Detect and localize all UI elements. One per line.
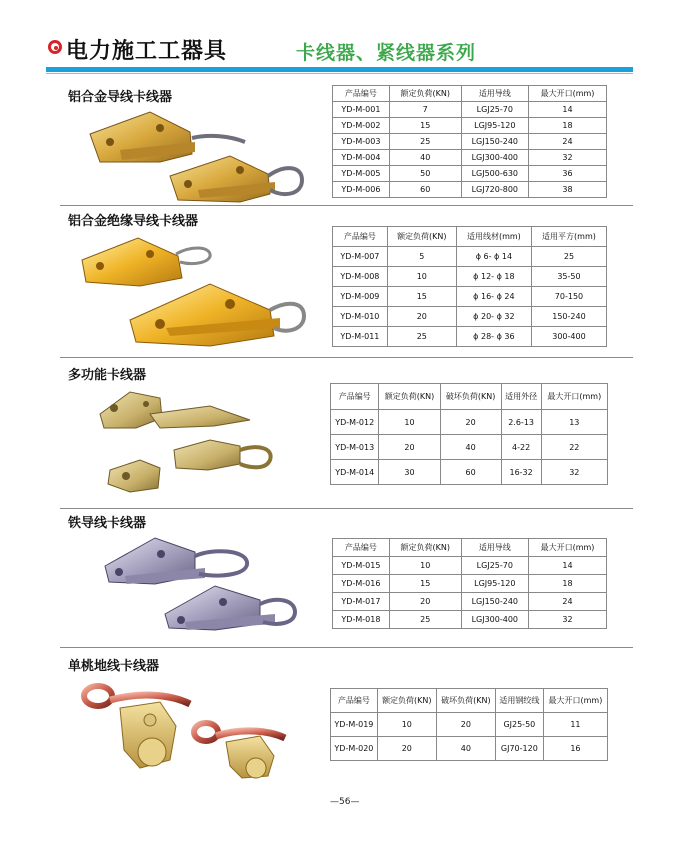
cell: 10 — [377, 713, 436, 737]
header-cell: 产品编号 — [333, 539, 390, 557]
cell: LGJ720-800 — [461, 182, 528, 198]
cell: 25 — [531, 247, 606, 267]
cell: 25 — [387, 327, 456, 347]
cell: 7 — [389, 102, 461, 118]
cell: 10 — [387, 267, 456, 287]
cell: 24 — [529, 134, 607, 150]
table-row — [333, 182, 607, 198]
cell: 14 — [529, 102, 607, 118]
cell: 32 — [529, 611, 607, 629]
cell: LGJ95-120 — [461, 118, 528, 134]
cell: ϕ 20- ϕ 32 — [456, 307, 531, 327]
cell: 20 — [440, 410, 501, 435]
iron-clamp-image — [95, 526, 305, 636]
cell: 20 — [387, 307, 456, 327]
cell: 13 — [541, 410, 607, 435]
table-row — [331, 460, 608, 485]
cell: 32 — [529, 150, 607, 166]
cell: YD-M-017 — [333, 593, 390, 611]
cell: 150-240 — [531, 307, 606, 327]
cell: 60 — [389, 182, 461, 198]
spec-table-3 — [330, 383, 608, 485]
cell: 300-400 — [531, 327, 606, 347]
cell: 11 — [543, 713, 607, 737]
cell: 15 — [387, 287, 456, 307]
header-cell: 额定负荷(KN) — [387, 227, 456, 247]
table-row — [333, 557, 607, 575]
header-cell: 最大开口(mm) — [541, 384, 607, 410]
cell: 18 — [529, 118, 607, 134]
cell: 14 — [529, 557, 607, 575]
table-row — [333, 102, 607, 118]
section-divider — [60, 357, 633, 358]
cell: LGJ300-400 — [461, 611, 528, 629]
cell: YD-M-003 — [333, 134, 390, 150]
header-cell: 适用导线 — [461, 539, 528, 557]
header-cell: 适用平方(mm) — [531, 227, 606, 247]
header-cell: 产品编号 — [333, 86, 390, 102]
cell: GJ25-50 — [495, 713, 543, 737]
header-cell: 破坏负荷(KN) — [440, 384, 501, 410]
cell: YD-M-005 — [333, 166, 390, 182]
cell: YD-M-010 — [333, 307, 388, 327]
cell: LGJ25-70 — [461, 102, 528, 118]
cell: 38 — [529, 182, 607, 198]
table-row — [331, 410, 608, 435]
bullet-icon — [48, 40, 62, 54]
cell: ϕ 28- ϕ 36 — [456, 327, 531, 347]
spec-table-2 — [332, 226, 607, 347]
cell: 30 — [379, 460, 440, 485]
table-row — [333, 593, 607, 611]
cell: 24 — [529, 593, 607, 611]
header-cell: 额定负荷(KN) — [379, 384, 440, 410]
cell: 25 — [389, 611, 461, 629]
cell: 18 — [529, 575, 607, 593]
table-row — [333, 575, 607, 593]
multifunction-clamp-image — [90, 384, 290, 502]
ground-wire-clamp-image — [80, 680, 300, 780]
cell: 35-50 — [531, 267, 606, 287]
cell: LGJ150-240 — [461, 593, 528, 611]
header-cell: 破坏负荷(KN) — [436, 689, 495, 713]
cell: 22 — [541, 435, 607, 460]
section-title: 铁导线卡线器 — [68, 516, 147, 531]
cell: YD-M-004 — [333, 150, 390, 166]
page-header — [48, 34, 648, 64]
insulated-clamp-image — [70, 232, 310, 350]
table-row — [333, 267, 607, 287]
cell: 10 — [389, 557, 461, 575]
table-row — [333, 327, 607, 347]
header-cell: 额定负荷(KN) — [389, 539, 461, 557]
cell: LGJ300-400 — [461, 150, 528, 166]
cell: 25 — [389, 134, 461, 150]
header-cell: 最大开口(mm) — [529, 539, 607, 557]
table-row — [333, 150, 607, 166]
section-title: 铝合金绝缘导线卡线器 — [68, 214, 199, 229]
cell: ϕ 6- ϕ 14 — [456, 247, 531, 267]
table-row — [333, 287, 607, 307]
cell: 10 — [379, 410, 440, 435]
section-divider — [60, 647, 633, 648]
header-cell: 额定负荷(KN) — [389, 86, 461, 102]
header-cell: 产品编号 — [333, 227, 388, 247]
table-row — [333, 118, 607, 134]
header-cell: 最大开口(mm) — [543, 689, 607, 713]
cell: LGJ150-240 — [461, 134, 528, 150]
header-rule — [46, 67, 633, 72]
table-row — [331, 713, 608, 737]
cell: 20 — [389, 593, 461, 611]
section-title: 多功能卡线器 — [68, 368, 147, 383]
page-title: 电力施工工器具 — [66, 39, 228, 64]
cell: LGJ25-70 — [461, 557, 528, 575]
table-row — [333, 134, 607, 150]
header-cell: 最大开口(mm) — [529, 86, 607, 102]
cell: 20 — [377, 737, 436, 761]
section-divider — [60, 205, 633, 206]
cell: YD-M-020 — [331, 737, 378, 761]
cell: 36 — [529, 166, 607, 182]
cell: GJ70-120 — [495, 737, 543, 761]
header-cell: 产品编号 — [331, 689, 378, 713]
header-cell: 产品编号 — [331, 384, 379, 410]
cell: ϕ 16- ϕ 24 — [456, 287, 531, 307]
header-cell: 适用线材(mm) — [456, 227, 531, 247]
cell: YD-M-001 — [333, 102, 390, 118]
cell: 60 — [440, 460, 501, 485]
cell: 15 — [389, 575, 461, 593]
cell: ϕ 12- ϕ 18 — [456, 267, 531, 287]
cell: YD-M-015 — [333, 557, 390, 575]
cell: 16 — [543, 737, 607, 761]
cell: YD-M-007 — [333, 247, 388, 267]
cell: 40 — [440, 435, 501, 460]
cell: 40 — [389, 150, 461, 166]
table-row — [333, 611, 607, 629]
section-title: 铝合金导线卡线器 — [68, 90, 173, 105]
header-rule-thin — [46, 73, 633, 74]
cell: 70-150 — [531, 287, 606, 307]
cell: 4-22 — [501, 435, 541, 460]
table-row — [333, 247, 607, 267]
cell: YD-M-019 — [331, 713, 378, 737]
section-divider — [60, 508, 633, 509]
cell: YD-M-009 — [333, 287, 388, 307]
table-row — [331, 435, 608, 460]
cell: YD-M-008 — [333, 267, 388, 287]
spec-table-5 — [330, 688, 608, 761]
cell: 20 — [436, 713, 495, 737]
table-row — [333, 307, 607, 327]
cell: 32 — [541, 460, 607, 485]
header-cell: 适用外径 — [501, 384, 541, 410]
cell: 2.6-13 — [501, 410, 541, 435]
section-title: 单桃地线卡线器 — [68, 659, 160, 674]
cell: 16-32 — [501, 460, 541, 485]
table-row — [333, 166, 607, 182]
header-cell: 适用导线 — [461, 86, 528, 102]
cell: LGJ95-120 — [461, 575, 528, 593]
spec-table-1 — [332, 85, 607, 198]
cell: YD-M-006 — [333, 182, 390, 198]
aluminum-clamp-image — [80, 104, 310, 204]
cell: 50 — [389, 166, 461, 182]
cell: 40 — [436, 737, 495, 761]
cell: YD-M-012 — [331, 410, 379, 435]
cell: YD-M-018 — [333, 611, 390, 629]
cell: 5 — [387, 247, 456, 267]
header-cell: 适用钢绞线 — [495, 689, 543, 713]
cell: LGJ500-630 — [461, 166, 528, 182]
cell: 20 — [379, 435, 440, 460]
page-subtitle: 卡线器、紧线器系列 — [296, 42, 477, 64]
cell: YD-M-002 — [333, 118, 390, 134]
cell: YD-M-016 — [333, 575, 390, 593]
page-number: —56— — [330, 797, 360, 807]
cell: YD-M-013 — [331, 435, 379, 460]
cell: YD-M-014 — [331, 460, 379, 485]
cell: 15 — [389, 118, 461, 134]
table-row — [331, 737, 608, 761]
spec-table-4 — [332, 538, 607, 629]
cell: YD-M-011 — [333, 327, 388, 347]
header-cell: 额定负荷(KN) — [377, 689, 436, 713]
